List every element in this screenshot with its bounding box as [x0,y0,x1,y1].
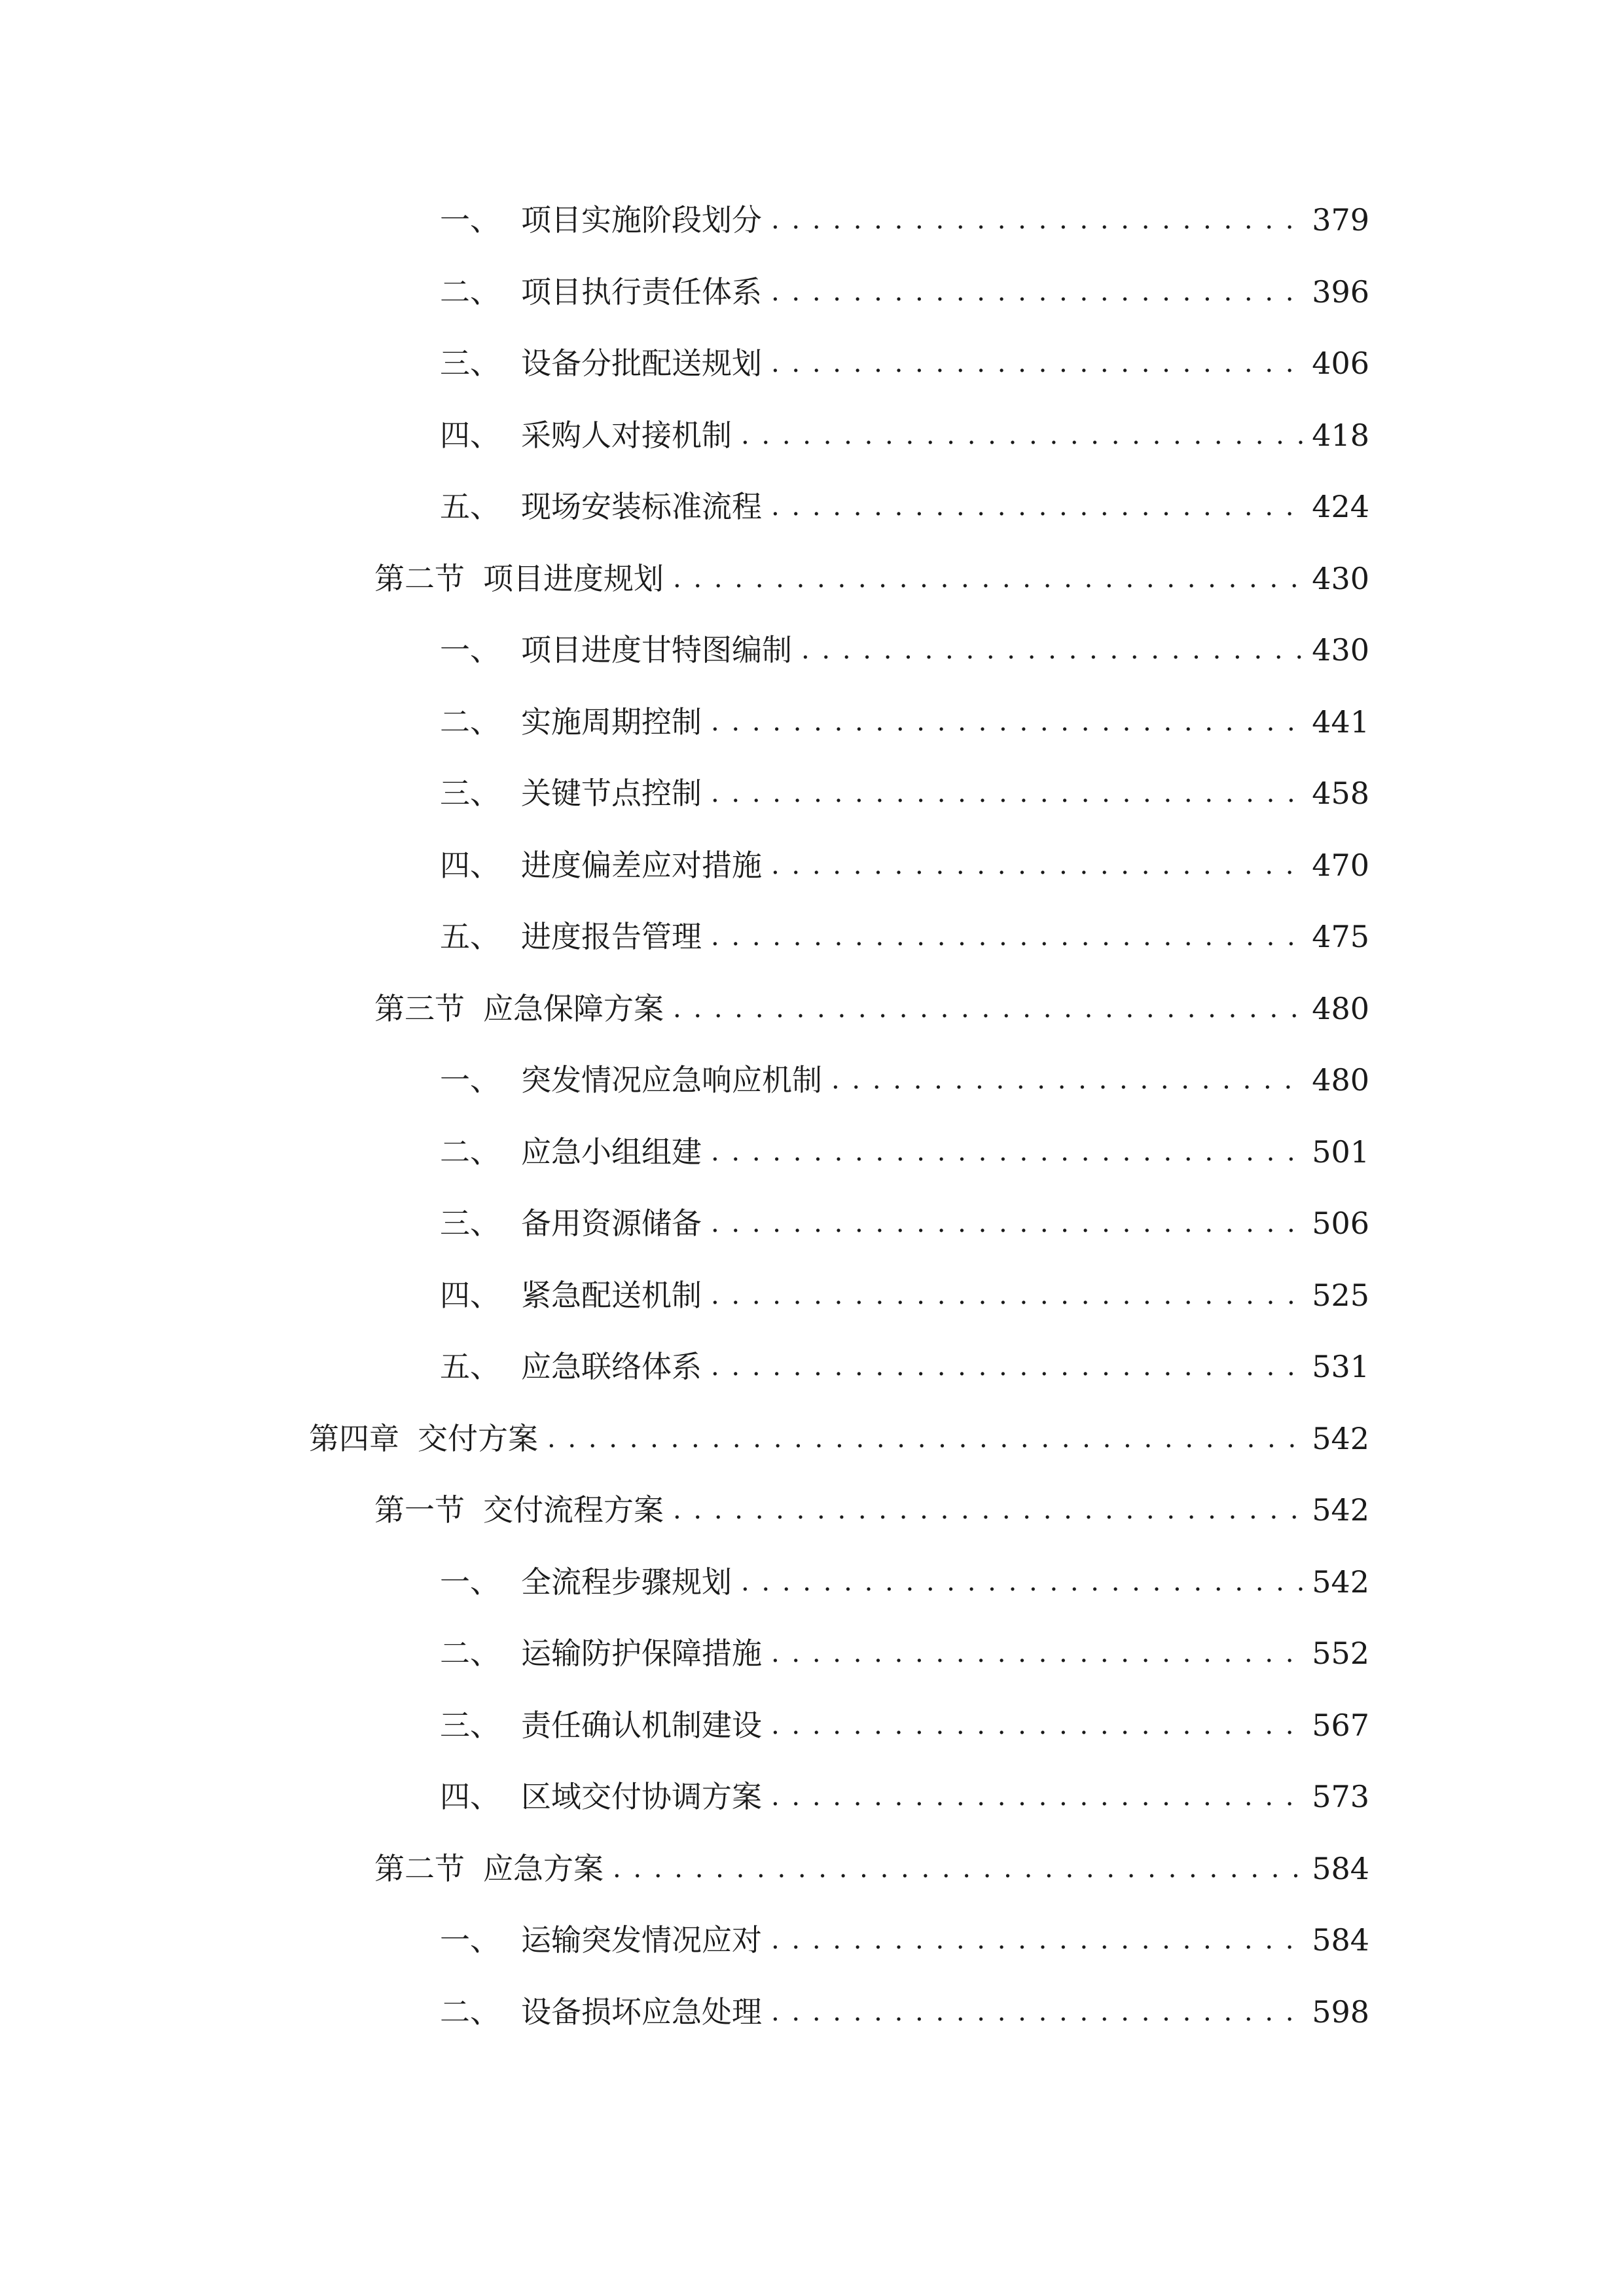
toc-entry-title: 项目进度甘特图编制 [521,632,792,668]
dot-leader [741,409,1303,461]
toc-entry-page: 567 [1312,1708,1369,1743]
toc-entry[interactable] [440,194,1369,246]
toc-entry-number: 二、 [440,274,500,310]
dot-leader [673,552,1303,605]
toc-entry-page: 552 [1312,1636,1369,1671]
toc-entry-page: 573 [1312,1779,1369,1814]
toc-entry-number: 三、 [440,346,500,381]
toc-entry-page: 480 [1312,1062,1369,1098]
toc-entry[interactable] [440,337,1369,389]
toc-entry-title: 应急方案 [483,1851,604,1886]
toc-entry-number: 一、 [440,202,500,238]
toc-entry-number: 第三节 [374,991,465,1026]
dot-leader [771,194,1303,246]
toc-entry-page: 458 [1312,776,1369,811]
toc-entry-title: 突发情况应急响应机制 [521,1062,822,1098]
toc-entry[interactable] [440,266,1369,318]
toc-entry-number: 第二节 [374,561,465,596]
toc-entry-title: 运输突发情况应对 [521,1922,762,1958]
toc-entry-number: 五、 [440,489,500,524]
toc-entry[interactable] [440,480,1369,533]
toc-entry-title: 应急联络体系 [521,1349,702,1384]
toc-entry-title: 实施周期控制 [521,704,702,740]
toc-entry[interactable] [440,1126,1369,1178]
toc-entry-section[interactable] [374,552,1369,605]
toc-entry[interactable] [440,1914,1369,1966]
toc-entry-number: 三、 [440,1708,500,1743]
dot-leader [771,1627,1303,1679]
toc-entry-page: 531 [1312,1349,1369,1384]
toc-entry-page: 598 [1312,1994,1369,2030]
toc-entry-title: 进度偏差应对措施 [521,848,762,883]
toc-entry-title: 设备分批配送规划 [521,346,762,381]
dot-leader [711,1197,1303,1249]
toc-entry-title: 关键节点控制 [521,776,702,811]
toc-entry-title: 区域交付协调方案 [521,1779,762,1814]
toc-entry-title: 采购人对接机制 [521,418,732,453]
toc-entry-page: 418 [1312,418,1369,453]
dot-leader [673,982,1303,1035]
toc-entry-title: 现场安装标准流程 [521,489,762,524]
toc-entry-page: 480 [1312,991,1369,1026]
dot-leader [771,1699,1303,1751]
toc-entry-page: 501 [1312,1134,1369,1170]
dot-leader [711,696,1303,748]
toc-entry-title: 进度报告管理 [521,919,702,954]
toc-entry[interactable] [440,1556,1369,1608]
toc-entry-number: 第二节 [374,1851,465,1886]
toc-entry-number: 二、 [440,1994,500,2030]
toc-entry-page: 379 [1312,202,1369,238]
dot-leader [831,1054,1303,1106]
toc-entry-title: 全流程步骤规划 [521,1564,732,1600]
toc-entry-number: 一、 [440,1922,500,1958]
toc-entry-title: 紧急配送机制 [521,1278,702,1313]
toc-entry[interactable] [440,910,1369,963]
toc-entry[interactable] [440,767,1369,819]
toc-entry[interactable] [440,1340,1369,1393]
toc-entry-page: 525 [1312,1278,1369,1313]
toc-entry-title: 项目进度规划 [483,561,664,596]
toc-entry-title: 项目执行责任体系 [521,274,762,310]
toc-entry[interactable] [440,624,1369,676]
toc-entry-number: 二、 [440,1134,500,1170]
toc-entry-section[interactable] [374,1842,1369,1895]
toc-entry-title: 设备损坏应急处理 [521,1994,762,2030]
toc-entry[interactable] [440,1054,1369,1106]
dot-leader [771,839,1303,891]
toc-entry-number: 五、 [440,1349,500,1384]
dot-leader [613,1842,1303,1895]
toc-entry[interactable] [440,1770,1369,1823]
toc-entry[interactable] [440,1986,1369,2038]
toc-entry-page: 470 [1312,848,1369,883]
toc-entry-section[interactable] [374,982,1369,1035]
toc-entry[interactable] [440,1627,1369,1679]
toc-entry-title: 应急小组组建 [521,1134,702,1170]
toc-entry-number: 四、 [440,1779,500,1814]
toc-entry-page: 441 [1312,704,1369,740]
dot-leader [771,480,1303,533]
toc-entry-title: 责任确认机制建设 [521,1708,762,1743]
toc-entry-number: 一、 [440,632,500,668]
toc-entry-page: 584 [1312,1922,1369,1958]
toc-entry-page: 506 [1312,1206,1369,1241]
dot-leader [771,1914,1303,1966]
toc-entry-page: 396 [1312,274,1369,310]
toc-entry-title: 备用资源储备 [521,1206,702,1241]
toc-entry-page: 406 [1312,346,1369,381]
toc-entry-title: 应急保障方案 [483,991,664,1026]
toc-entry-chapter[interactable] [309,1412,1369,1465]
toc-entry-title: 运输防护保障措施 [521,1636,762,1671]
toc-entry-number: 二、 [440,1636,500,1671]
toc-entry-number: 三、 [440,1206,500,1241]
dot-leader [711,1269,1303,1321]
toc-entry[interactable] [440,409,1369,461]
toc-entry-number: 四、 [440,1278,500,1313]
toc-entry-number: 三、 [440,776,500,811]
toc-entry-number: 第四章 [309,1421,399,1456]
toc-entry-section[interactable] [374,1484,1369,1536]
toc-entry-page: 424 [1312,489,1369,524]
toc-entry[interactable] [440,839,1369,891]
toc-entry-number: 一、 [440,1564,500,1600]
toc-entry[interactable] [440,1197,1369,1249]
toc-entry-page: 475 [1312,919,1369,954]
toc-entry-number: 二、 [440,704,500,740]
dot-leader [547,1412,1303,1465]
toc-entry-title: 交付流程方案 [483,1492,664,1528]
toc-entry-title: 项目实施阶段划分 [521,202,762,238]
dot-leader [711,767,1303,819]
dot-leader [771,1986,1303,2038]
dot-leader [711,1340,1303,1393]
toc-entry-page: 542 [1312,1421,1369,1456]
dot-leader [771,1770,1303,1823]
dot-leader [771,266,1303,318]
toc-entry-page: 542 [1312,1564,1369,1600]
toc-entry[interactable] [440,1699,1369,1751]
dot-leader [673,1484,1303,1536]
toc-entry-number: 五、 [440,919,500,954]
toc-entry-page: 584 [1312,1851,1369,1886]
dot-leader [711,1126,1303,1178]
toc-entry[interactable] [440,696,1369,748]
toc-entry-number: 第一节 [374,1492,465,1528]
toc-entry-page: 430 [1312,632,1369,668]
toc-entry[interactable] [440,1269,1369,1321]
dot-leader [771,337,1303,389]
toc-entry-title: 交付方案 [418,1421,538,1456]
toc-entry-number: 四、 [440,418,500,453]
toc-entry-page: 542 [1312,1492,1369,1528]
toc-entry-number: 一、 [440,1062,500,1098]
dot-leader [801,624,1303,676]
dot-leader [741,1556,1303,1608]
toc-entry-number: 四、 [440,848,500,883]
toc-entry-page: 430 [1312,561,1369,596]
dot-leader [711,910,1303,963]
